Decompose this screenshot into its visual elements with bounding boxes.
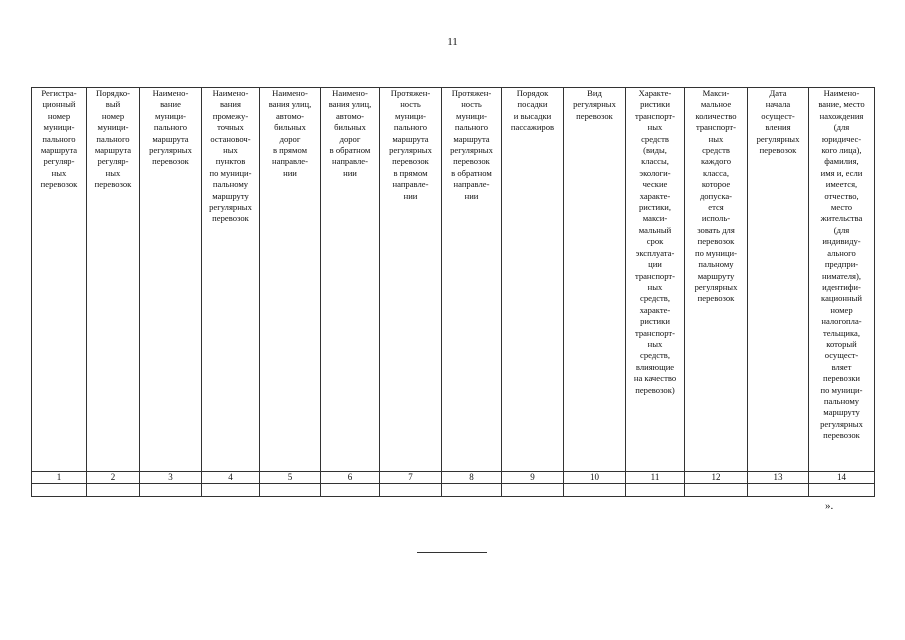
- column-number: 2: [87, 472, 140, 484]
- column-number: 6: [321, 472, 380, 484]
- column-header: Регистра- ционный номер муници- пального маршрута регуляр- ных перевозок: [32, 88, 87, 472]
- column-number: 11: [626, 472, 685, 484]
- column-header: Протяжен- ность муници- пального маршрута регулярных перевозок в обратном направле- нии: [442, 88, 502, 472]
- column-header: Порядко- вый номер муници- пального маршрута регуляр- ных перевозок: [87, 88, 140, 472]
- table-cell: [260, 484, 321, 497]
- table-cell: [380, 484, 442, 497]
- column-header: Макси- мальное количество транспорт- ных средств каждого класса, которое допуска- ется исполь- зовать для перевозок по муници- пальному маршруту регулярных перевозок: [685, 88, 748, 472]
- table-cell: [748, 484, 809, 497]
- column-header: Наимено- вание, место нахождения (для юридичес- кого лица), фамилия, имя и, если имеется, отчество, место жительства (для индивиду- ального предпри- нимателя), идентифи- кационный номер налогопла- тельщика, который осущест- вляет перевозки по муници- пальному маршруту регулярных перевозок: [809, 88, 875, 472]
- header-row: [32, 88, 875, 472]
- column-number: 14: [809, 472, 875, 484]
- column-header: Наимено- вания улиц, автомо- бильных дорог в прямом направле- нии: [260, 88, 321, 472]
- page-number: 11: [447, 36, 458, 48]
- column-header: Характе- ристики транспорт- ных средств (виды, классы, экологи- ческие характе- ристики, макси- мальный срок эксплуата- ции транспорт- ных средств, характе- ристики транспорт- ных средств, влияющие на качество перевозок): [626, 88, 685, 472]
- table-cell: [140, 484, 202, 497]
- closing-quote-mark: ».: [825, 500, 834, 512]
- column-number: 8: [442, 472, 502, 484]
- route-register-table: [31, 87, 875, 497]
- column-header: Вид регулярных перевозок: [564, 88, 626, 472]
- column-header: Наимено- вания улиц, автомо- бильных дорог в обратном направле- нии: [321, 88, 380, 472]
- column-number: 7: [380, 472, 442, 484]
- table-cell: [32, 484, 87, 497]
- table-cell: [321, 484, 380, 497]
- column-number: 10: [564, 472, 626, 484]
- column-header: Порядок посадки и высадки пассажиров: [502, 88, 564, 472]
- table-cell: [809, 484, 875, 497]
- table-cell: [685, 484, 748, 497]
- column-number-row: [32, 472, 875, 484]
- column-number: 9: [502, 472, 564, 484]
- column-number: 12: [685, 472, 748, 484]
- table-cell: [564, 484, 626, 497]
- column-header: Наимено- вание муници- пального маршрута регулярных перевозок: [140, 88, 202, 472]
- footnote-separator-line: [417, 552, 487, 553]
- table-cell: [87, 484, 140, 497]
- column-number: 5: [260, 472, 321, 484]
- column-header: Наимено- вания промежу- точных остановоч- ных пунктов по муници- пальному маршруту регулярных перевозок: [202, 88, 260, 472]
- table-cell: [502, 484, 564, 497]
- table-cell: [626, 484, 685, 497]
- empty-data-row: [32, 484, 875, 497]
- table-cell: [202, 484, 260, 497]
- column-number: 1: [32, 472, 87, 484]
- column-number: 13: [748, 472, 809, 484]
- column-number: 4: [202, 472, 260, 484]
- column-header: Протяжен- ность муници- пального маршрута регулярных перевозок в прямом направле- нии: [380, 88, 442, 472]
- table-cell: [442, 484, 502, 497]
- column-header: Дата начала осущест- вления регулярных перевозок: [748, 88, 809, 472]
- column-number: 3: [140, 472, 202, 484]
